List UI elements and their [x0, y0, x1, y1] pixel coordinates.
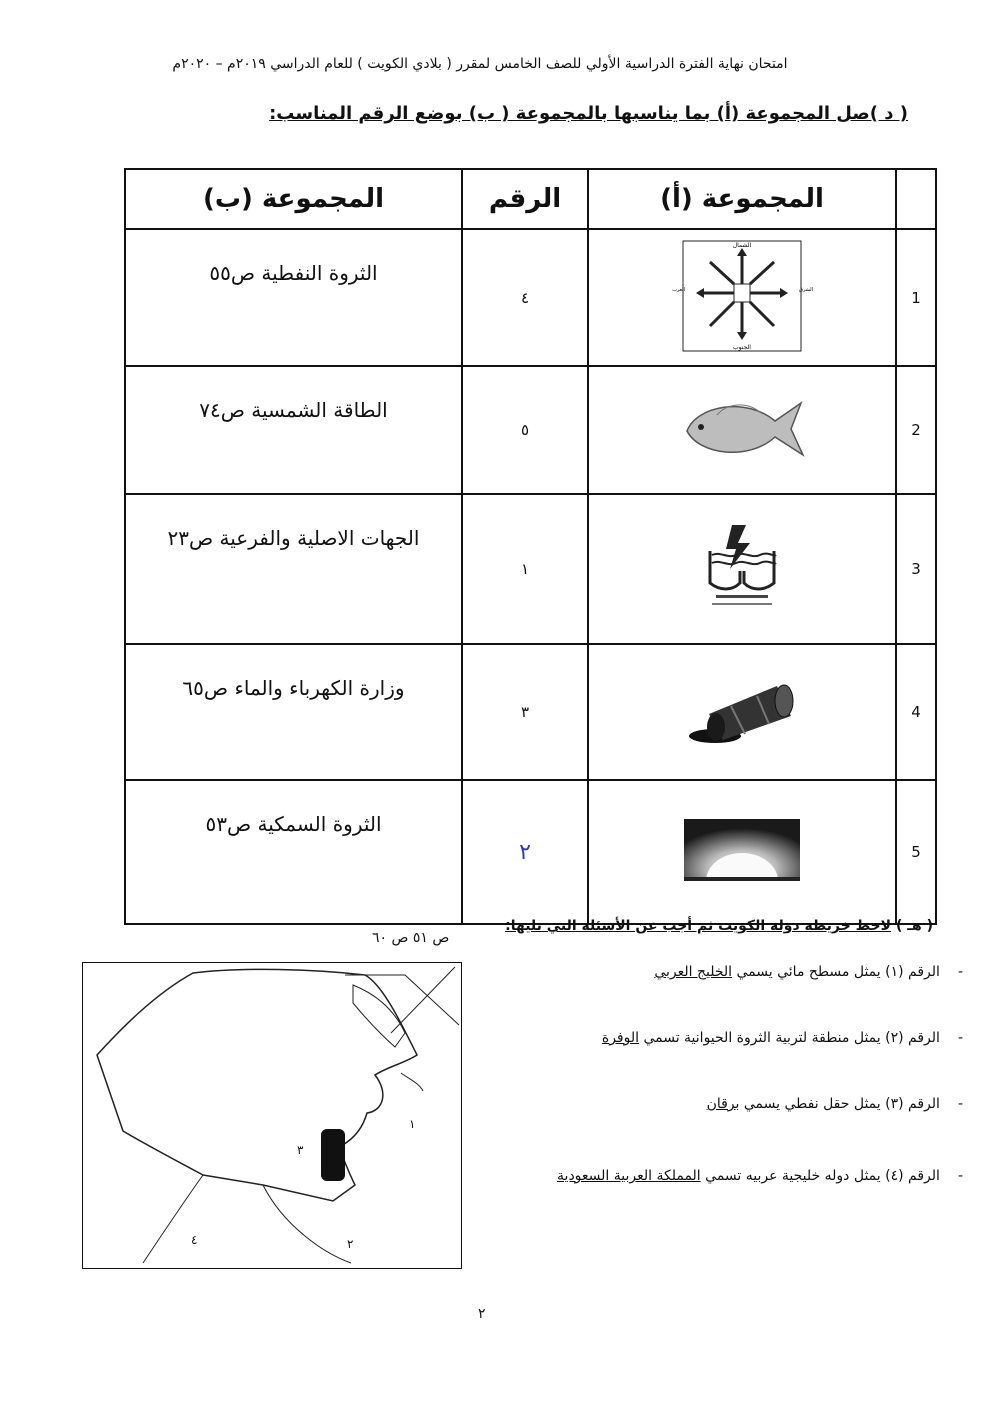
- group-b-item: وزارة الكهرباء والماء ص٦٥: [125, 644, 462, 780]
- question-answer: الخليج العربي: [654, 964, 733, 980]
- row-index: 2: [896, 366, 936, 494]
- table-row: [125, 644, 936, 780]
- kuwait-map-outline-icon: [83, 963, 461, 1268]
- compass-west-label: الغرب: [672, 286, 685, 293]
- group-b-item: الجهات الاصلية والفرعية ص٢٣: [125, 494, 462, 644]
- ministry-electricity-water-logo-icon: [702, 521, 782, 613]
- list-item: -الرقم (٤) يمثل دوله خليجية عربيه تسمي المملكة العربية السعودية: [557, 1168, 963, 1184]
- compass-east-label: الشرق: [799, 286, 814, 293]
- question-text: الرقم (٣) يمثل حقل نفطي يسمي: [739, 1096, 940, 1112]
- row-index: 1: [896, 229, 936, 366]
- map-label-2: ٢: [347, 1237, 354, 1251]
- question-text: الرقم (٤) يمثل دوله خليجية عربيه تسمي: [700, 1168, 940, 1184]
- kuwait-map: [82, 962, 462, 1269]
- question-answer: برقان: [706, 1096, 740, 1112]
- row-index: 3: [896, 494, 936, 644]
- group-a-header: المجموعة (أ): [588, 169, 896, 229]
- list-item: -الرقم (١) يمثل مسطح مائي يسمي الخليج العربي: [654, 964, 963, 980]
- handwritten-answer: ٢: [519, 839, 531, 865]
- list-item: -الرقم (٢) يمثل منطقة لتربية الثروة الحيوانية تسمي الوفرة: [601, 1030, 963, 1046]
- row-index: 4: [896, 644, 936, 780]
- fish-cell: [588, 366, 896, 494]
- compass-directions-diagram-icon: [672, 240, 814, 352]
- section-h-text: لاحظ خريطة دولة الكويت ثم أجب عن الأسئلة التي تليها:: [505, 918, 892, 934]
- question-answer: الوفرة: [601, 1030, 639, 1046]
- section-h-title: [505, 918, 933, 934]
- fish-icon: [677, 393, 807, 463]
- ministry-logo-cell: [588, 494, 896, 644]
- answer-number: ٥: [462, 366, 588, 494]
- question-answer: المملكة العربية السعودية: [557, 1168, 701, 1184]
- sun-rising-icon: [684, 819, 800, 881]
- list-item: -الرقم (٣) يمثل حقل نفطي يسمي برقان: [706, 1096, 963, 1112]
- row-index: 5: [896, 780, 936, 924]
- question-text: الرقم (٢) يمثل منطقة لتربية الثروة الحيوانية تسمي: [639, 1030, 940, 1046]
- oil-barrel-cell: [588, 644, 896, 780]
- section-d-title: ( د )صل المجموعة (أ) بما يناسبها بالمجموعة ( ب) بوضع الرقم المناسب:: [269, 103, 908, 124]
- pages-reference: ص ٥١ ص ٦٠: [372, 930, 450, 946]
- group-b-header: المجموعة (ب): [125, 169, 462, 229]
- table-row: [125, 229, 936, 366]
- table-row: [125, 494, 936, 644]
- compass-south-label: الجنوب: [733, 343, 751, 351]
- table-row: [125, 780, 936, 924]
- compass-cell: [588, 229, 896, 366]
- table-header-row: [125, 169, 936, 229]
- map-label-3: ٣: [297, 1143, 304, 1157]
- map-label-1: ١: [409, 1117, 416, 1131]
- table-row: [125, 366, 936, 494]
- answer-number: ٣: [462, 644, 588, 780]
- sun-cell: [588, 780, 896, 924]
- matching-table: [124, 168, 937, 925]
- exam-header: امتحان نهاية الفترة الدراسية الأولي للصف الخامس لمقرر ( بلادي الكويت ) للعام الدراسي ٢٠١٩م – ٢٠٢٠م: [172, 56, 788, 72]
- compass-north-label: الشمال: [732, 241, 752, 249]
- answer-number: [462, 780, 588, 924]
- section-h-label: ( هـ ): [895, 918, 933, 934]
- map-label-4: ٤: [191, 1233, 198, 1247]
- number-header: الرقم: [462, 169, 588, 229]
- oil-barrel-icon: [687, 674, 797, 746]
- answer-number: ٤: [462, 229, 588, 366]
- index-header: [896, 169, 936, 229]
- group-b-item: الثروة السمكية ص٥٣: [125, 780, 462, 924]
- answer-number: ١: [462, 494, 588, 644]
- question-text: الرقم (١) يمثل مسطح مائي يسمي: [732, 964, 940, 980]
- page-number: ٢: [478, 1306, 486, 1322]
- group-b-item: الطاقة الشمسية ص٧٤: [125, 366, 462, 494]
- group-b-item: الثروة النفطية ص٥٥: [125, 229, 462, 366]
